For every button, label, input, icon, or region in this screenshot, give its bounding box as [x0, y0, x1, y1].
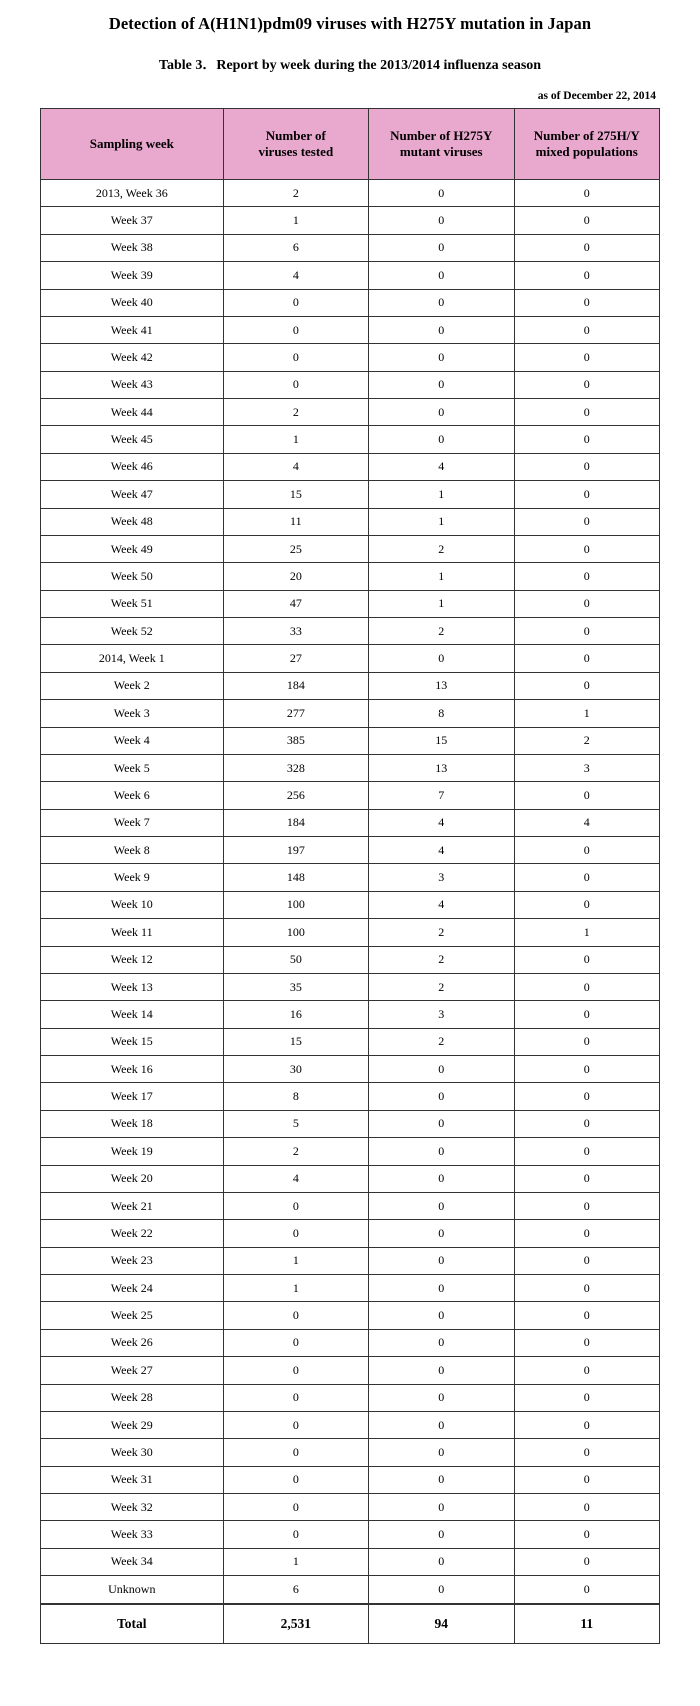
cell-value: 0 [514, 864, 660, 891]
cell-value: 30 [223, 1056, 368, 1083]
table-row [41, 754, 660, 781]
cell-value: 8 [369, 700, 514, 727]
cell-value: 13 [369, 672, 514, 699]
page-title: Detection of A(H1N1)pdm09 viruses with H275Y mutation in Japan [108, 14, 592, 33]
cell-sampling-week: Week 9 [41, 864, 224, 891]
cell-value: 1 [369, 508, 514, 535]
cell-value: 0 [223, 1384, 368, 1411]
cell-value: 16 [223, 1001, 368, 1028]
table-row [41, 316, 660, 343]
cell-value: 0 [369, 344, 514, 371]
cell-sampling-week: Week 38 [41, 234, 224, 261]
cell-value: 0 [223, 1466, 368, 1493]
cell-sampling-week: Week 11 [41, 919, 224, 946]
column-header-1 [223, 109, 368, 180]
cell-sampling-week: Week 13 [41, 973, 224, 1000]
cell-value: 0 [514, 262, 660, 289]
table-row [41, 1494, 660, 1521]
table-row [41, 809, 660, 836]
table-row [41, 481, 660, 508]
cell-value: 0 [514, 289, 660, 316]
cell-value: 0 [514, 344, 660, 371]
cell-value: 47 [223, 590, 368, 617]
table-row [41, 344, 660, 371]
cell-sampling-week: Week 48 [41, 508, 224, 535]
cell-value: 4 [369, 837, 514, 864]
table-row [41, 207, 660, 234]
cell-sampling-week: Week 19 [41, 1138, 224, 1165]
table-row [41, 1192, 660, 1219]
cell-value: 2 [223, 1138, 368, 1165]
table-row [41, 289, 660, 316]
column-header-line: mutant viruses [399, 144, 483, 159]
cell-value: 2 [369, 535, 514, 562]
table-row [41, 1576, 660, 1604]
cell-value: 1 [223, 1247, 368, 1274]
cell-value: 7 [369, 782, 514, 809]
table-row [41, 1275, 660, 1302]
column-header-3 [514, 109, 660, 180]
cell-sampling-week: Week 46 [41, 453, 224, 480]
cell-value: 0 [514, 508, 660, 535]
cell-value: 197 [223, 837, 368, 864]
table-row [41, 919, 660, 946]
cell-value: 0 [514, 1329, 660, 1356]
column-header-line: Number of 275H/Y [533, 127, 640, 143]
cell-value: 4 [223, 453, 368, 480]
cell-value: 0 [514, 1466, 660, 1493]
cell-sampling-week: Unknown [41, 1576, 224, 1604]
cell-value: 0 [514, 1138, 660, 1165]
cell-value: 2 [369, 946, 514, 973]
cell-value: 0 [369, 1466, 514, 1493]
cell-sampling-week: Week 17 [41, 1083, 224, 1110]
table-row [41, 234, 660, 261]
cell-sampling-week: Week 34 [41, 1548, 224, 1575]
cell-value: 1 [223, 207, 368, 234]
cell-sampling-week: Week 18 [41, 1110, 224, 1137]
cell-value: 0 [514, 1083, 660, 1110]
cell-value: 1 [223, 1548, 368, 1575]
table-row [41, 1083, 660, 1110]
cell-value: 1 [223, 426, 368, 453]
table-row [41, 727, 660, 754]
cell-value: 0 [514, 1275, 660, 1302]
cell-value: 2 [369, 973, 514, 1000]
cell-value: 4 [223, 262, 368, 289]
cell-value: 1 [369, 590, 514, 617]
cell-value: 6 [223, 1576, 368, 1604]
cell-value: 0 [223, 1494, 368, 1521]
column-header-0 [41, 109, 224, 180]
table-row [41, 1110, 660, 1137]
cell-value: 0 [369, 1384, 514, 1411]
cell-value: 100 [223, 891, 368, 918]
cell-sampling-week: Week 49 [41, 535, 224, 562]
cell-sampling-week: Week 28 [41, 1384, 224, 1411]
cell-sampling-week: Week 21 [41, 1192, 224, 1219]
cell-sampling-week: Week 29 [41, 1411, 224, 1438]
cell-value: 100 [223, 919, 368, 946]
cell-sampling-week: Week 6 [41, 782, 224, 809]
cell-value: 3 [369, 1001, 514, 1028]
document-page [0, 14, 700, 1644]
cell-value: 184 [223, 672, 368, 699]
table-row [41, 371, 660, 398]
cell-value: 20 [223, 563, 368, 590]
table-row [41, 973, 660, 1000]
cell-value: 0 [514, 563, 660, 590]
cell-value: 0 [514, 1548, 660, 1575]
cell-total-value: 2,531 [223, 1604, 368, 1644]
table-row [41, 508, 660, 535]
cell-sampling-week: Week 23 [41, 1247, 224, 1274]
cell-value: 256 [223, 782, 368, 809]
cell-sampling-week: Week 27 [41, 1357, 224, 1384]
cell-value: 0 [514, 590, 660, 617]
column-header-line: Number of H275Y [390, 127, 493, 143]
cell-sampling-week: Week 32 [41, 1494, 224, 1521]
cell-value: 0 [223, 1220, 368, 1247]
table-total-row [41, 1604, 660, 1644]
column-header-line: mixed populations [535, 144, 638, 159]
cell-value: 0 [369, 1056, 514, 1083]
table-row [41, 1220, 660, 1247]
table-row [41, 426, 660, 453]
cell-value: 0 [514, 1001, 660, 1028]
cell-total-label: Total [41, 1604, 224, 1644]
cell-value: 1 [369, 481, 514, 508]
cell-sampling-week: Week 7 [41, 809, 224, 836]
cell-value: 27 [223, 645, 368, 672]
table-row [41, 1028, 660, 1055]
table-row [41, 1411, 660, 1438]
cell-sampling-week: Week 40 [41, 289, 224, 316]
table-row [41, 1329, 660, 1356]
cell-sampling-week: Week 33 [41, 1521, 224, 1548]
cell-value: 0 [369, 1548, 514, 1575]
cell-value: 0 [223, 1411, 368, 1438]
cell-sampling-week: 2014, Week 1 [41, 645, 224, 672]
cell-sampling-week: Week 51 [41, 590, 224, 617]
cell-value: 0 [514, 946, 660, 973]
cell-sampling-week: 2013, Week 36 [41, 180, 224, 207]
cell-value: 4 [514, 809, 660, 836]
cell-value: 0 [369, 1439, 514, 1466]
cell-sampling-week: Week 39 [41, 262, 224, 289]
cell-sampling-week: Week 52 [41, 618, 224, 645]
cell-value: 0 [223, 1192, 368, 1219]
cell-value: 6 [223, 234, 368, 261]
cell-sampling-week: Week 30 [41, 1439, 224, 1466]
cell-value: 0 [369, 399, 514, 426]
cell-value: 0 [369, 1275, 514, 1302]
cell-sampling-week: Week 44 [41, 399, 224, 426]
h275y-weekly-report-table [40, 108, 660, 1644]
cell-value: 3 [514, 754, 660, 781]
cell-value: 0 [514, 645, 660, 672]
as-of-date: as of December 22, 2014 [537, 90, 656, 102]
table-header [41, 109, 660, 180]
table-row [41, 782, 660, 809]
cell-sampling-week: Week 42 [41, 344, 224, 371]
cell-value: 0 [514, 1357, 660, 1384]
table-row [41, 1466, 660, 1493]
cell-sampling-week: Week 8 [41, 837, 224, 864]
cell-value: 0 [369, 1220, 514, 1247]
cell-value: 0 [514, 891, 660, 918]
cell-value: 0 [369, 371, 514, 398]
table-row [41, 864, 660, 891]
cell-value: 0 [514, 1056, 660, 1083]
cell-value: 0 [369, 1110, 514, 1137]
cell-value: 4 [369, 809, 514, 836]
cell-value: 0 [514, 399, 660, 426]
cell-value: 4 [369, 453, 514, 480]
column-header-line: viruses tested [258, 144, 334, 159]
cell-value: 0 [369, 316, 514, 343]
cell-value: 0 [514, 1165, 660, 1192]
table-caption: Table 3．Report by week during the 2013/2014 influenza season [158, 58, 542, 73]
cell-value: 0 [369, 1192, 514, 1219]
cell-value: 0 [369, 289, 514, 316]
table-row [41, 1138, 660, 1165]
table-row [41, 180, 660, 207]
cell-value: 0 [369, 645, 514, 672]
cell-value: 0 [369, 1302, 514, 1329]
cell-value: 0 [369, 207, 514, 234]
cell-sampling-week: Week 15 [41, 1028, 224, 1055]
cell-sampling-week: Week 37 [41, 207, 224, 234]
cell-sampling-week: Week 26 [41, 1329, 224, 1356]
cell-value: 0 [514, 1247, 660, 1274]
cell-sampling-week: Week 45 [41, 426, 224, 453]
cell-value: 0 [369, 1521, 514, 1548]
cell-sampling-week: Week 4 [41, 727, 224, 754]
cell-value: 0 [369, 1165, 514, 1192]
table-row [41, 837, 660, 864]
cell-value: 0 [514, 371, 660, 398]
cell-value: 0 [514, 234, 660, 261]
cell-value: 0 [514, 535, 660, 562]
cell-sampling-week: Week 22 [41, 1220, 224, 1247]
cell-value: 385 [223, 727, 368, 754]
cell-value: 0 [514, 1110, 660, 1137]
table-row [41, 563, 660, 590]
table-row [41, 1521, 660, 1548]
cell-value: 0 [514, 180, 660, 207]
table-row [41, 1001, 660, 1028]
cell-value: 2 [514, 727, 660, 754]
cell-value: 15 [223, 481, 368, 508]
cell-value: 0 [369, 262, 514, 289]
cell-value: 50 [223, 946, 368, 973]
cell-value: 2 [223, 180, 368, 207]
cell-value: 277 [223, 700, 368, 727]
cell-sampling-week: Week 3 [41, 700, 224, 727]
cell-value: 0 [369, 1247, 514, 1274]
table-row [41, 1056, 660, 1083]
cell-value: 328 [223, 754, 368, 781]
cell-value: 33 [223, 618, 368, 645]
cell-sampling-week: Week 50 [41, 563, 224, 590]
cell-sampling-week: Week 41 [41, 316, 224, 343]
cell-sampling-week: Week 12 [41, 946, 224, 973]
cell-value: 0 [514, 837, 660, 864]
cell-sampling-week: Week 2 [41, 672, 224, 699]
cell-sampling-week: Week 25 [41, 1302, 224, 1329]
cell-value: 0 [369, 1576, 514, 1604]
cell-value: 0 [514, 618, 660, 645]
cell-value: 0 [514, 1192, 660, 1219]
cell-value: 1 [514, 700, 660, 727]
table-body [41, 180, 660, 1644]
cell-value: 8 [223, 1083, 368, 1110]
cell-value: 0 [514, 1220, 660, 1247]
cell-value: 148 [223, 864, 368, 891]
cell-value: 0 [223, 289, 368, 316]
cell-sampling-week: Week 47 [41, 481, 224, 508]
cell-value: 0 [223, 1302, 368, 1329]
cell-value: 13 [369, 754, 514, 781]
cell-value: 0 [514, 1521, 660, 1548]
cell-total-value: 94 [369, 1604, 514, 1644]
cell-value: 1 [223, 1275, 368, 1302]
cell-value: 1 [514, 919, 660, 946]
table-row [41, 618, 660, 645]
cell-sampling-week: Week 24 [41, 1275, 224, 1302]
cell-value: 0 [514, 426, 660, 453]
table-row [41, 1548, 660, 1575]
cell-value: 15 [223, 1028, 368, 1055]
table-row [41, 1165, 660, 1192]
table-header-row [41, 109, 660, 180]
cell-sampling-week: Week 14 [41, 1001, 224, 1028]
cell-value: 1 [369, 563, 514, 590]
table-row [41, 700, 660, 727]
cell-value: 15 [369, 727, 514, 754]
cell-value: 0 [369, 1494, 514, 1521]
table-row [41, 262, 660, 289]
table-row [41, 891, 660, 918]
cell-value: 184 [223, 809, 368, 836]
cell-value: 0 [514, 207, 660, 234]
cell-sampling-week: Week 16 [41, 1056, 224, 1083]
cell-value: 0 [223, 344, 368, 371]
table-row [41, 946, 660, 973]
cell-value: 0 [514, 1439, 660, 1466]
table-row [41, 535, 660, 562]
cell-value: 0 [223, 1439, 368, 1466]
cell-value: 4 [369, 891, 514, 918]
table-row [41, 1247, 660, 1274]
cell-value: 0 [369, 1411, 514, 1438]
cell-value: 0 [223, 371, 368, 398]
table-row [41, 645, 660, 672]
cell-value: 0 [369, 1357, 514, 1384]
cell-value: 0 [369, 1083, 514, 1110]
cell-value: 0 [369, 234, 514, 261]
cell-value: 0 [514, 316, 660, 343]
cell-sampling-week: Week 10 [41, 891, 224, 918]
cell-total-value: 11 [514, 1604, 660, 1644]
cell-value: 11 [223, 508, 368, 535]
cell-value: 0 [514, 1384, 660, 1411]
cell-value: 0 [514, 973, 660, 1000]
cell-sampling-week: Week 20 [41, 1165, 224, 1192]
cell-value: 2 [223, 399, 368, 426]
cell-value: 0 [369, 1138, 514, 1165]
column-header-line: Number of [265, 127, 326, 143]
cell-value: 0 [223, 316, 368, 343]
table-row [41, 672, 660, 699]
cell-value: 0 [369, 426, 514, 453]
cell-sampling-week: Week 43 [41, 371, 224, 398]
cell-value: 0 [514, 782, 660, 809]
table-row [41, 1384, 660, 1411]
cell-value: 0 [223, 1329, 368, 1356]
table-row [41, 1439, 660, 1466]
cell-value: 0 [514, 1302, 660, 1329]
table-row [41, 1302, 660, 1329]
cell-value: 0 [514, 481, 660, 508]
table-row [41, 399, 660, 426]
column-header-2 [369, 109, 514, 180]
cell-value: 0 [514, 1494, 660, 1521]
cell-value: 2 [369, 618, 514, 645]
cell-value: 0 [223, 1521, 368, 1548]
cell-value: 0 [514, 1576, 660, 1604]
cell-value: 0 [514, 453, 660, 480]
cell-value: 0 [369, 1329, 514, 1356]
cell-value: 5 [223, 1110, 368, 1137]
cell-value: 0 [514, 1411, 660, 1438]
table-row [41, 1357, 660, 1384]
cell-sampling-week: Week 5 [41, 754, 224, 781]
cell-value: 2 [369, 1028, 514, 1055]
cell-value: 25 [223, 535, 368, 562]
table-row [41, 590, 660, 617]
cell-value: 0 [514, 672, 660, 699]
column-header-line: Sampling week [89, 135, 174, 151]
cell-sampling-week: Week 31 [41, 1466, 224, 1493]
cell-value: 0 [223, 1357, 368, 1384]
cell-value: 0 [369, 180, 514, 207]
cell-value: 0 [514, 1028, 660, 1055]
cell-value: 35 [223, 973, 368, 1000]
cell-value: 2 [369, 919, 514, 946]
table-row [41, 453, 660, 480]
cell-value: 3 [369, 864, 514, 891]
cell-value: 4 [223, 1165, 368, 1192]
